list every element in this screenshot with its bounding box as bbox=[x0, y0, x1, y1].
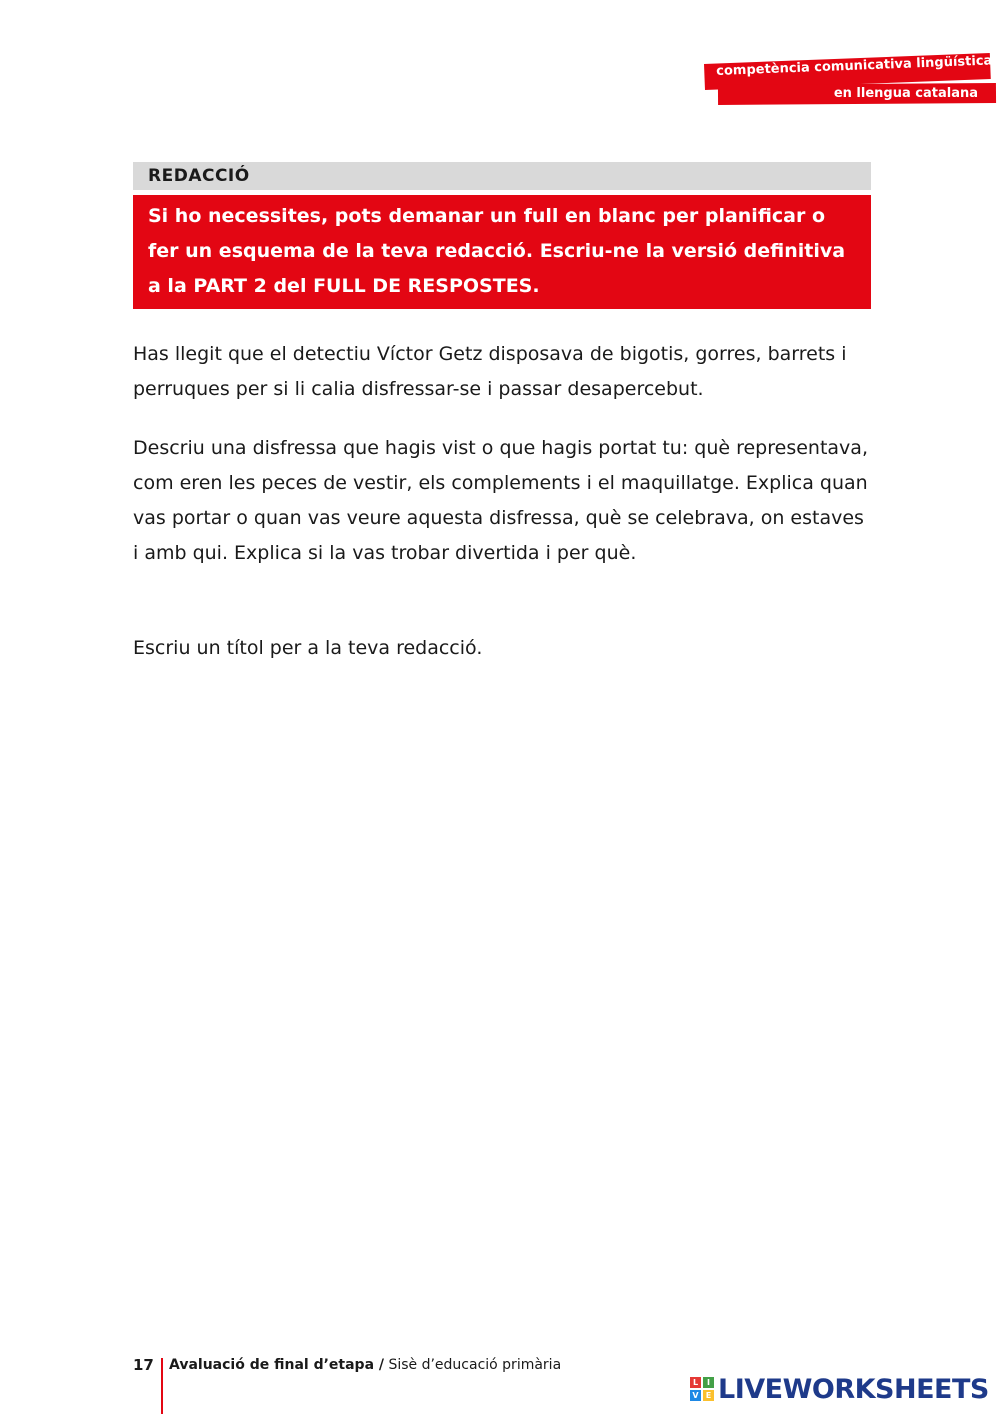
footer-divider bbox=[161, 1358, 163, 1414]
header-line2: en llengua catalana bbox=[833, 86, 978, 101]
paragraph-title-instruction: Escriu un títol per a la teva redacció. bbox=[133, 637, 483, 659]
page-number: 17 bbox=[133, 1356, 154, 1374]
liveworksheets-brand: LIVEWORKSHEETS bbox=[718, 1373, 989, 1405]
footer-caption bbox=[169, 1357, 561, 1373]
instruction-box: Si ho necessites, pots demanar un full en blanc per planificar o fer un esquema de la teva redacció. Escriu-ne la versió definitiva a la PART 2 del FULL DE RESPOSTES. bbox=[133, 195, 871, 309]
logo-letter-i: I bbox=[703, 1377, 714, 1388]
logo-letter-e: E bbox=[703, 1390, 714, 1401]
liveworksheets-watermark bbox=[690, 1372, 989, 1406]
logo-letter-v: V bbox=[690, 1390, 701, 1401]
header-ribbon bbox=[700, 53, 1000, 108]
header-line1: competència comunicativa lingüística bbox=[716, 53, 993, 79]
footer-subtitle: Sisè d’educació primària bbox=[384, 1357, 562, 1373]
liveworksheets-logo-icon bbox=[690, 1377, 714, 1401]
paragraph-task: Descriu una disfressa que hagis vist o que hagis portat tu: què representava, com eren les peces de vestir, els complements i el maquillatge. Explica quan vas portar o quan vas veure aquesta disfressa, què se celebrava, on estaves i amb qui. Explica si la vas trobar divertida i per què. bbox=[133, 437, 868, 564]
footer-title: Avaluació de final d’etapa / bbox=[169, 1357, 384, 1373]
section-title: REDACCIÓ bbox=[133, 162, 871, 190]
paragraph-intro: Has llegit que el detectiu Víctor Getz disposava de bigotis, gorres, barrets i perruques per si li calia disfressar-se i passar desapercebut. bbox=[133, 343, 847, 400]
logo-letter-l: L bbox=[690, 1377, 701, 1388]
